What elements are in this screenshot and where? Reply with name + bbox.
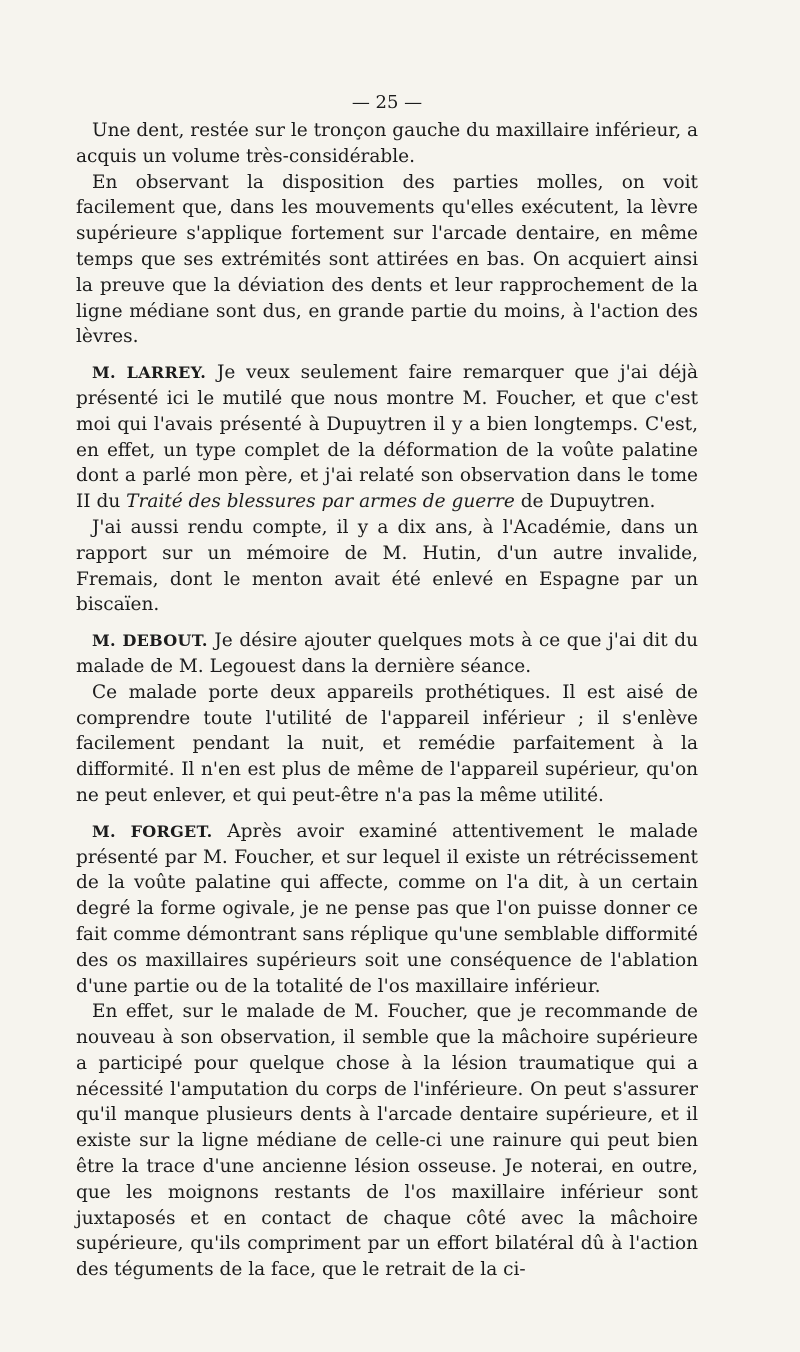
forget-text: Après avoir examiné attentivement le malade présenté par M. Foucher, et sur lequel il existe un rétrécissement de la voûte palatine qui affecte, comme on l'a dit, à un certain degré la forme ogivale, je ne pense pas que l'on puisse donner ce fait comme démontrant sans réplique qu'une semblable difformité des os maxillaires supérieurs soit une conséquence de l'ablation d'une partie ou de la totalité de l'os maxillaire inférieur. xyxy=(76,820,698,997)
book-title: Traité des blessures par armes de guerre xyxy=(126,491,515,513)
paragraph-8: En effet, sur le malade de M. Foucher, que je recommande de nouveau à son observation, il semble que la mâchoire supérieure a participé pour quelque chose à la lésion traumatique qui a nécessité l'amputation du corps de l'inférieure. On peut s'assurer qu'il manque plusieurs dents à l'arcade dentaire supérieure, et il existe sur la ligne médiane de celle-ci une rainure qui peut bien être la trace d'une ancienne lésion osseuse. Je noterai, en outre, que les moignons restants de l'os maxillaire inférieur sont juxtaposés et en contact de chaque côté avec la mâchoire supérieure, qu'ils compriment par un effort bilatéral dû à l'action des téguments de la face, que le retrait de la ci- xyxy=(76,1001,698,1281)
page-number: — 25 — xyxy=(351,92,423,113)
paragraph-larrey xyxy=(76,360,698,515)
paragraph-6: Ce malade porte deux appareils prothétiques. Il est aisé de comprendre toute l'utilité de l'appareil inférieur ; il s'enlève facilement pendant la nuit, et remédie parfaitement à la difformité. Il n'en est plus de même de l'appareil supérieur, qu'on ne peut enlever, et qui peut-être n'a pas la même utilité. xyxy=(76,681,698,806)
debout-text: Je désire ajouter quelques mots à ce que j'ai dit du malade de M. Legouest dans la dernière séance. xyxy=(76,630,698,677)
paragraph-2: En observant la disposition des parties molles, on voit facilement que, dans les mouvements qu'elles exécutent, la lèvre supérieure s'applique fortement sur l'arcade dentaire, en même temps que ses extrémités sont attirées en bas. On acquiert ainsi la preuve que la déviation des dents et leur rapprochement de la ligne médiane sont dus, en grande partie du moins, à l'action des lèvres. xyxy=(76,171,698,348)
document-page xyxy=(76,92,698,1283)
speaker-debout: M. DEBOUT. xyxy=(92,631,208,651)
paragraph-1: Une dent, restée sur le tronçon gauche du maxillaire inférieur, a acquis un volume très-considérable. xyxy=(76,120,698,167)
paragraph-4: J'ai aussi rendu compte, il y a dix ans, à l'Académie, dans un rapport sur un mémoire de M. Hutin, d'un autre invalide, Fremais, dont le menton avait été enlevé en Espagne par un biscaïen. xyxy=(76,516,698,616)
paragraph-debout xyxy=(76,628,698,680)
paragraph-forget xyxy=(76,819,698,1000)
speaker-larrey: M. LARREY. xyxy=(92,363,207,383)
speaker-forget: M. FORGET. xyxy=(92,821,213,841)
larrey-text-a: Je veux seulement faire remarquer que j'ai déjà présenté ici le mutilé que nous montre M. Foucher, et que c'est moi qui l'avais présenté à Dupuytren il y a bien longtemps. C'est, en effet, un type complet de la déformation de la voûte palatine dont a parlé mon père, et j'ai relaté son observation dans le tome II du xyxy=(76,362,699,513)
larrey-text-b: de Dupuytren. xyxy=(514,491,656,513)
